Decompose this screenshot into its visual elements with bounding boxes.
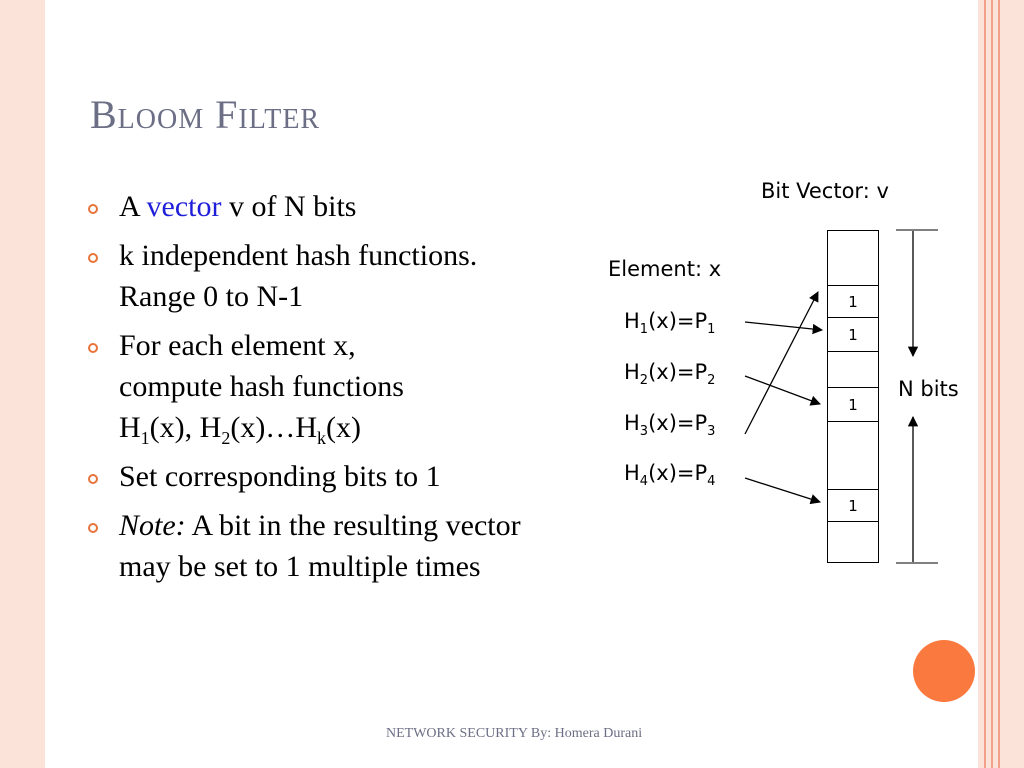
hash-subscript: k — [316, 428, 326, 448]
hash-arrow-4 — [745, 478, 820, 502]
hash-name: H — [199, 411, 222, 444]
hash-subscript: 2 — [221, 428, 231, 448]
hash-name: H — [295, 411, 317, 444]
hash-index: 2 — [639, 373, 649, 389]
hash-mid: (x)=P — [648, 411, 708, 435]
bullet-text: compute hash functions — [119, 370, 404, 403]
hash-subscript: 1 — [140, 428, 150, 448]
hash-arrow-2 — [745, 376, 820, 404]
hash-arrow-3 — [745, 292, 818, 434]
n-bits-label: N bits — [898, 377, 959, 401]
note-label: Note: — [119, 509, 186, 542]
hash-mid: (x)=P — [648, 360, 708, 384]
bullet-text: For each element x, — [119, 329, 356, 362]
position-index: 1 — [707, 322, 716, 338]
hash-arrow-1 — [745, 322, 822, 330]
position-index: 4 — [707, 474, 716, 490]
hash-name: H — [119, 411, 141, 444]
bit-vector-label: Bit Vector: v — [761, 179, 889, 203]
hash-letter: H — [624, 461, 640, 485]
bit-value: 1 — [848, 395, 858, 414]
position-index: 3 — [707, 424, 716, 440]
bullet-text: v of N bits — [221, 190, 357, 223]
hash-index: 3 — [639, 424, 649, 440]
hash-letter: H — [624, 360, 640, 384]
hash-mid: (x)=P — [648, 461, 708, 485]
bullet-text: Set corresponding bits to 1 — [119, 460, 441, 493]
hash-letter: H — [624, 309, 640, 333]
bit-value: 1 — [848, 325, 858, 344]
highlight-term: vector — [146, 190, 222, 223]
hash-arg: (x), — [149, 411, 200, 444]
hash-arg: (x)… — [230, 411, 296, 444]
bullet-text: k independent hash functions. Range 0 to N-1 — [119, 239, 478, 313]
hash-index: 4 — [639, 474, 649, 490]
position-index: 2 — [707, 373, 716, 389]
bit-value: 1 — [848, 496, 858, 515]
hash-index: 1 — [639, 322, 649, 338]
hash-arg: (x) — [325, 411, 361, 444]
bit-value: 1 — [848, 292, 858, 311]
element-label: Element: x — [608, 257, 722, 281]
slide-title: Bloom Filter — [90, 92, 321, 137]
hash-letter: H — [624, 411, 640, 435]
bullet-text: A bit in the resulting vector may be set to 1 multiple times — [119, 509, 521, 583]
bullet-text: A — [119, 190, 147, 223]
footer: NETWORK SECURITY By: Homera Durani — [386, 726, 643, 741]
hash-mid: (x)=P — [648, 309, 708, 333]
